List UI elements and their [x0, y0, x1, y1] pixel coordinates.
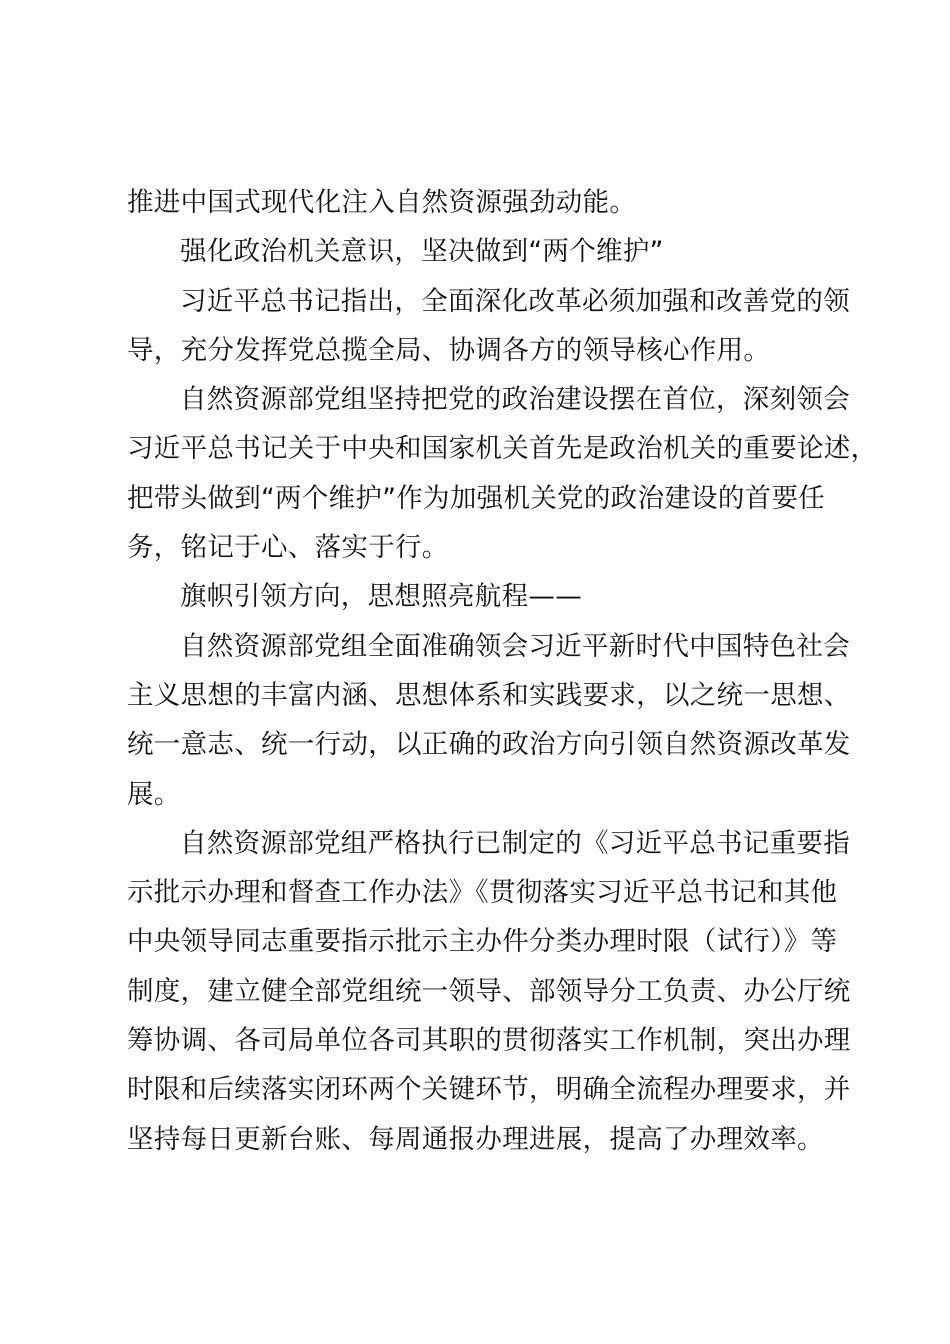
text-line: 导，充分发挥党总揽全局、协调各方的领导核心作用。: [127, 334, 771, 366]
text-line: 坚持每日更新台账、每周通报办理进展，提高了办理效率。: [127, 1123, 824, 1155]
text-line: 中央领导同志重要指示批示主办件分类办理时限（试行）》等: [127, 926, 838, 958]
text-line: 制度，建立健全部党组统一领导、部领导分工负责、办公厅统: [127, 975, 851, 1007]
document-body: [127, 178, 878, 1164]
text-line: 习近平总书记关于中央和国家机关首先是政治机关的重要论述，: [127, 433, 878, 465]
text-line: 时限和后续落实闭环两个关键环节，明确全流程办理要求，并: [127, 1074, 851, 1106]
text-line: 筹协调、各司局单位各司其职的贯彻落实工作机制，突出办理: [127, 1025, 851, 1057]
text-line: 习近平总书记指出，全面深化改革必须加强和改善党的领: [180, 285, 850, 317]
text-line: 示批示办理和督查工作办法》《贯彻落实习近平总书记和其他: [127, 877, 838, 909]
text-line: 自然资源部党组严格执行已制定的《习近平总书记重要指: [180, 827, 850, 859]
text-line: 务，铭记于心、落实于行。: [127, 532, 449, 564]
section-heading: 旗帜引领方向，思想照亮航程——: [180, 581, 582, 613]
text-line: 自然资源部党组全面准确领会习近平新时代中国特色社会: [180, 630, 850, 662]
text-line: 统一意志、统一行动，以正确的政治方向引领自然资源改革发: [127, 729, 851, 761]
text-line: 自然资源部党组坚持把党的政治建设摆在首位，深刻领会: [180, 384, 850, 416]
text-line: 把带头做到“两个维护”作为加强机关党的政治建设的首要任: [127, 482, 826, 514]
text-line: 主义思想的丰富内涵、思想体系和实践要求，以之统一思想、: [127, 679, 851, 711]
section-heading: 强化政治机关意识，坚决做到“两个维护”: [180, 236, 664, 268]
text-line: 推进中国式现代化注入自然资源强劲动能。: [127, 187, 637, 218]
text-line: 展。: [127, 778, 181, 810]
